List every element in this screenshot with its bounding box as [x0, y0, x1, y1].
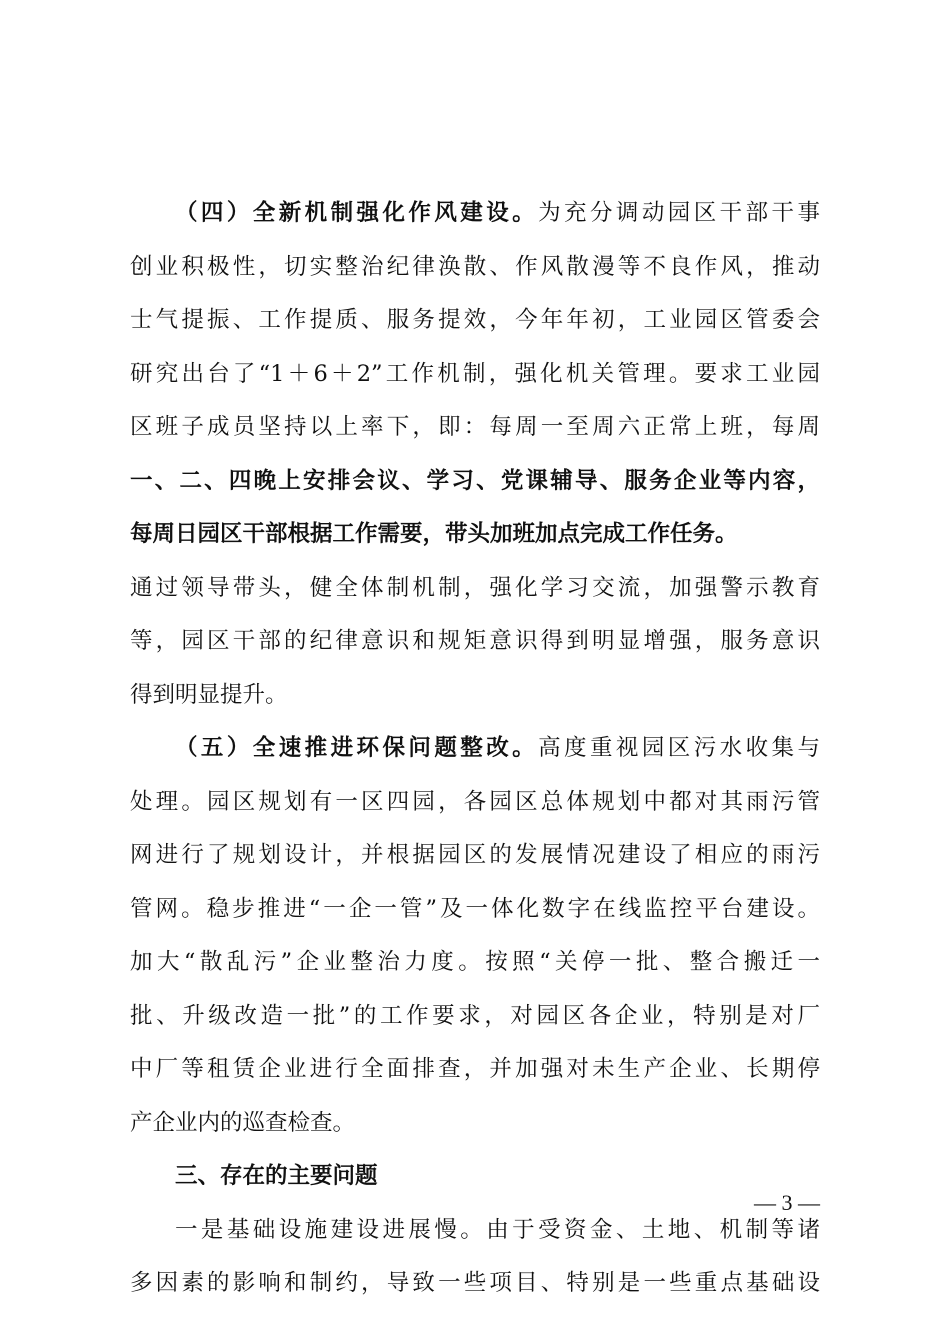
page-number: — 3 — [754, 1190, 820, 1215]
paragraph-4-bold-line-1: 一、二、四晚上安排会议、学习、党课辅导、服务企业等内容， [130, 467, 820, 494]
paragraph-4-line-1-rest: 为充分调动园区干部干事 [538, 200, 820, 226]
document-page [130, 187, 820, 1311]
paragraph-4-line-5: 区班子成员坚持以上率下，即：每周一至周六正常上班，每周 [130, 414, 820, 440]
section-3-heading: 三、存在的主要问题 [175, 1163, 378, 1189]
paragraph-4-line-4: 研究出台了“1＋6＋2”工作机制，强化机关管理。要求工业园 [130, 360, 820, 387]
paragraph-4-line-1 [130, 187, 820, 241]
paragraph-5-line-1 [130, 722, 820, 776]
paragraph-5-line-7: 中厂等租赁企业进行全面排查，并加强对未生产企业、长期停 [130, 1056, 820, 1082]
paragraph-4-tail-line-3: 得到明显提升。 [130, 681, 288, 708]
paragraph-5-line-6: 批、升级改造一批”的工作要求，对园区各企业，特别是对厂 [130, 1002, 820, 1029]
paragraph-4-tail-line-2: 等，园区干部的纪律意识和规矩意识得到明显增强，服务意识 [130, 628, 820, 654]
paragraph-5-line-2: 处理。园区规划有一区四园，各园区总体规划中都对其雨污管 [130, 788, 820, 815]
paragraph-5-line-3: 网进行了规划设计，并根据园区的发展情况建设了相应的雨污 [130, 842, 820, 868]
paragraph-6-line-2: 多因素的影响和制约，导致一些项目、特别是一些重点基础设 [130, 1270, 820, 1296]
paragraph-4-line-3: 士气提振、工作提质、服务提效，今年年初，工业园区管委会 [130, 307, 820, 333]
paragraph-4-lead: （四）全新机制强化作风建设。 [175, 200, 539, 226]
paragraph-4-bold-line-2: 每周日园区干部根据工作需要，带头加班加点完成工作任务。 [130, 521, 738, 547]
paragraph-5-line-4: 管网。稳步推进“一企一管”及一体化数字在线监控平台建设。 [130, 895, 820, 922]
paragraph-4-line-2: 创业积极性，切实整治纪律涣散、作风散漫等不良作风，推动 [130, 253, 820, 280]
paragraph-6-line-1: 一是基础设施建设进展慢。由于受资金、土地、机制等诸 [175, 1216, 820, 1243]
paragraph-5-line-5: 加大“散乱污”企业整治力度。按照“关停一批、整合搬迁一 [130, 949, 820, 975]
paragraph-5-last-line: 产企业内的巡查检查。 [130, 1109, 356, 1136]
paragraph-5-line-1-rest: 高度重视园区污水收集与 [538, 735, 820, 761]
paragraph-4-tail-line-1: 通过领导带头，健全体制机制，强化学习交流，加强警示教育 [130, 574, 820, 601]
paragraph-5-lead: （五）全速推进环保问题整改。 [175, 735, 539, 761]
